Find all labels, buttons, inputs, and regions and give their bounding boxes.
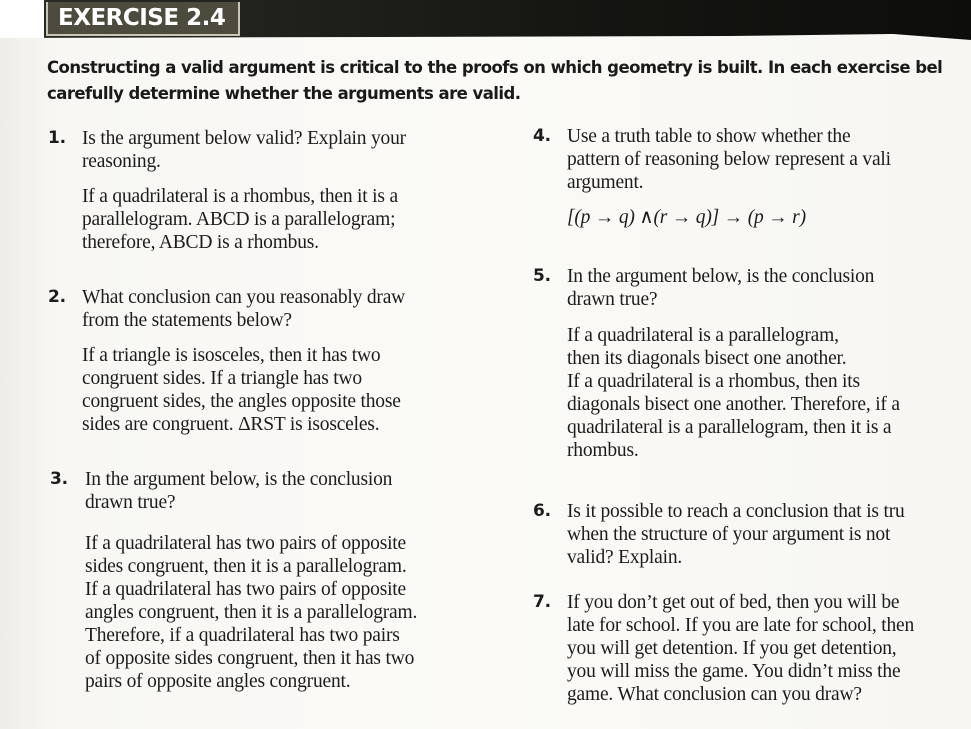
exercise-3 (48, 468, 498, 693)
exercise-number: 2. (48, 287, 66, 307)
exercise-passage (82, 185, 498, 254)
exercise-prompt (85, 468, 498, 514)
exercise-number: 1. (48, 128, 66, 148)
passage-line: angles congruent, then it is a parallelogram. (85, 602, 418, 623)
exercise-number: 5. (533, 266, 551, 286)
passage-line: sides congruent, then it is a parallelogram. (85, 556, 407, 577)
prompt-line: reasoning. (82, 151, 161, 172)
exercise-6 (533, 500, 971, 569)
exercise-number: 7. (533, 592, 551, 612)
passage-line: of opposite sides congruent, then it has two (85, 648, 415, 669)
prompt-line: Use a truth table to show whether the (567, 126, 851, 147)
exercise-prompt (567, 500, 971, 569)
prompt-line: If you don’t get out of bed, then you will be (567, 592, 900, 613)
exercise-number: 3. (50, 469, 68, 489)
passage-line: If a quadrilateral is a parallelogram, (567, 325, 839, 346)
passage-line: If a quadrilateral is a rhombus, then its (567, 371, 860, 392)
prompt-line: from the statements below? (82, 310, 292, 331)
instructions-line-1: Constructing a valid argument is critical to the proofs on which geometry is built. In each exercise bel (47, 58, 943, 77)
prompt-line: valid? Explain. (567, 547, 683, 568)
exercise-number: 6. (533, 501, 551, 521)
passage-line: If a quadrilateral has two pairs of opposite (85, 533, 406, 554)
passage-line: congruent sides. If a triangle has two (82, 368, 362, 389)
passage-line: If a quadrilateral is a rhombus, then it is a (82, 186, 398, 207)
prompt-line: In the argument below, is the conclusion (85, 469, 393, 490)
exercise-1 (48, 127, 498, 254)
exercise-passage (82, 344, 498, 436)
prompt-line: game. What conclusion can you draw? (567, 684, 862, 705)
prompt-line: you will miss the game. You didn’t miss the (567, 661, 901, 682)
prompt-line: In the argument below, is the conclusion (567, 266, 875, 287)
passage-line: If a quadrilateral has two pairs of opposite (85, 579, 406, 600)
passage-line: Therefore, if a quadrilateral has two pairs (85, 625, 400, 646)
instructions-line-2: carefully determine whether the arguments are valid. (47, 84, 521, 103)
exercise-prompt (567, 591, 971, 706)
exercise-7 (533, 591, 971, 706)
passage-line: If a triangle is isosceles, then it has two (82, 345, 381, 366)
exercise-title: EXERCISE 2.4 (58, 4, 226, 31)
exercise-prompt (567, 265, 971, 311)
prompt-line: drawn true? (85, 492, 176, 513)
exercise-4 (533, 125, 971, 229)
prompt-line: drawn true? (567, 289, 658, 310)
exercise-5 (533, 265, 971, 462)
exercise-prompt (82, 286, 498, 332)
prompt-line: What conclusion can you reasonably draw (82, 287, 406, 308)
prompt-line: Is the argument below valid? Explain your (82, 128, 406, 149)
exercise-passage (85, 532, 498, 693)
prompt-line: late for school. If you are late for school, then (567, 615, 915, 636)
passage-line: rhombus. (567, 440, 639, 461)
instructions (47, 55, 971, 107)
exercise-passage (567, 324, 971, 462)
passage-line: congruent sides, the angles opposite those (82, 391, 401, 412)
prompt-line: Is it possible to reach a conclusion that is tru (567, 501, 905, 522)
prompt-line: argument. (567, 172, 644, 193)
passage-line: therefore, ABCD is a rhombus. (82, 232, 319, 253)
passage-line: parallelogram. ABCD is a parallelogram; (82, 209, 396, 230)
passage-line: pairs of opposite angles congruent. (85, 671, 351, 692)
passage-line: then its diagonals bisect one another. (567, 348, 847, 369)
exercise-prompt (567, 125, 971, 194)
passage-line: diagonals bisect one another. Therefore, if a (567, 394, 900, 415)
exercise-number: 4. (533, 126, 551, 146)
exercise-prompt (82, 127, 498, 173)
prompt-line: you will get detention. If you get detention, (567, 638, 897, 659)
exercise-header (46, 2, 240, 36)
passage-line: sides are congruent. ΔRST is isosceles. (82, 414, 380, 435)
prompt-line: pattern of reasoning below represent a vali (567, 149, 891, 170)
exercise-2 (48, 286, 498, 436)
passage-line: quadrilateral is a parallelogram, then it is a (567, 417, 892, 438)
logic-formula: [(p → q) ∧(r → q)] → (p → r) (567, 207, 806, 228)
prompt-line: when the structure of your argument is not (567, 524, 891, 545)
